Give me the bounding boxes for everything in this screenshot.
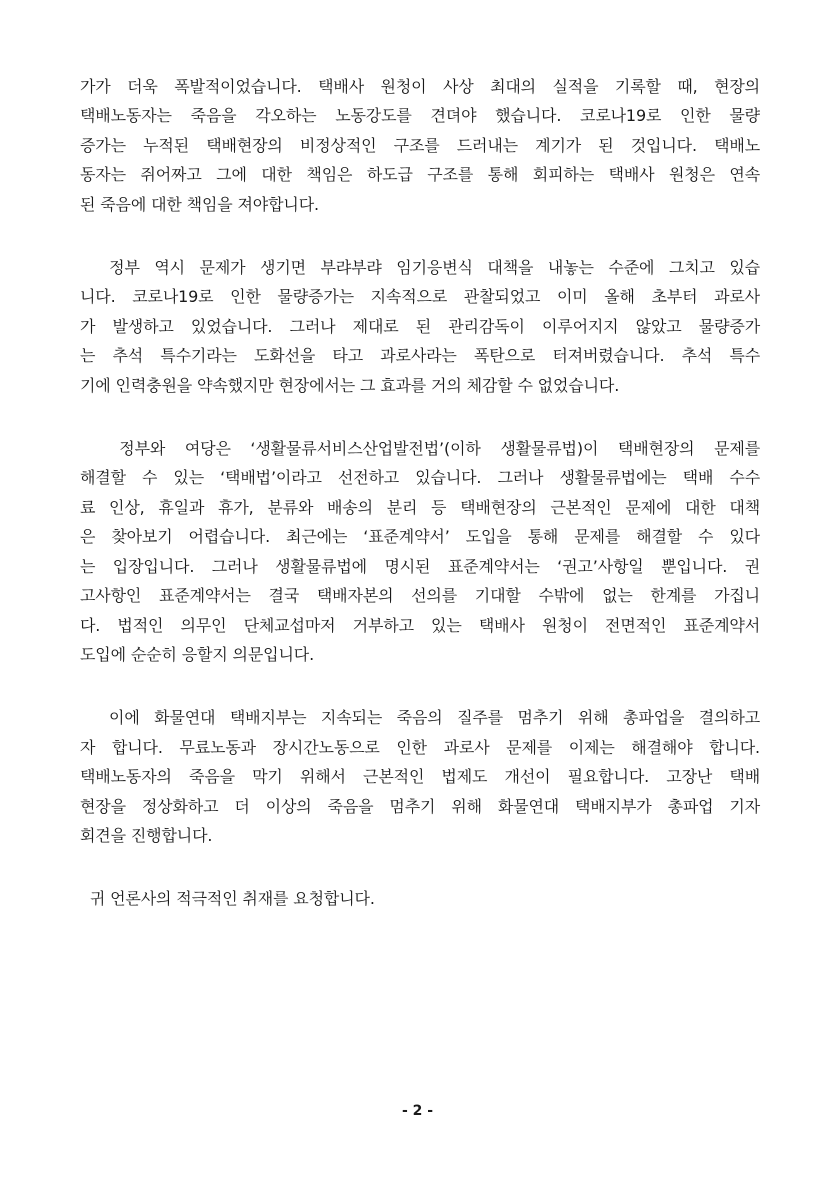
body-text — [80, 72, 760, 948]
text-line: 료 인상, 휴일과 휴가, 분류와 배송의 분리 등 택배현장의 근본적인 문제에 대한 대책 — [80, 497, 760, 517]
text-line: 고사항인 표준계약서는 결국 택배자본의 선의를 기대할 수밖에 없는 한계를 가집니 — [80, 586, 760, 606]
paragraph-1 — [80, 72, 760, 219]
text-line: 이에 화물연대 택배지부는 지속되는 죽음의 질주를 멈추기 위해 총파업을 결의하고 — [80, 708, 760, 728]
paragraph-5 — [80, 884, 760, 913]
text-line: 증가는 누적된 택배현장의 비정상적인 구조를 드러내는 계기가 된 것입니다. 택배노 — [80, 135, 760, 155]
text-line: 정부와 여당은 ‘생활물류서비스산업발전법’(이하 생활물류법)이 택배현장의 문제를 — [80, 439, 760, 459]
text-line: 다. 법적인 의무인 단체교섭마저 거부하고 있는 택배사 원청이 전면적인 표준계약서 — [80, 615, 760, 635]
text-line: 택배노동자의 죽음을 막기 위해서 근본적인 법제도 개선이 필요합니다. 고장난 택배 — [80, 767, 760, 787]
text-line: 는 입장입니다. 그러나 생활물류법에 명시된 표준계약서는 ‘권고’사항일 뿐입니다. 권 — [80, 556, 760, 576]
text-line: 은 찾아보기 어렵습니다. 최근에는 ‘표준계약서’ 도입을 통해 문제를 해결할 수 있다 — [80, 527, 760, 547]
paragraph-3 — [80, 434, 760, 669]
text-line: 니다. 코로나19로 인한 물량증가는 지속적으로 관찰되었고 이미 올해 초부터 과로사 — [80, 287, 760, 307]
text-line: 귀 언론사의 적극적인 취재를 요청합니다. — [80, 889, 375, 909]
page-number: - 2 - — [401, 1103, 434, 1119]
text-line: 기에 인력충원을 약속했지만 현장에서는 그 효과를 거의 체감할 수 없었습니다. — [80, 375, 620, 395]
text-line: 현장을 정상화하고 더 이상의 죽음을 멈추기 위해 화물연대 택배지부가 총파업 기자 — [80, 796, 760, 816]
text-line: 해결할 수 있는 ‘택배법’이라고 선전하고 있습니다. 그러나 생활물류법에는 택배 수수 — [80, 468, 760, 488]
text-line: 가가 더욱 폭발적이었습니다. 택배사 원청이 사상 최대의 실적을 기록할 때, 현장의 — [80, 77, 760, 96]
text-line: 도입에 순순히 응할지 의문입니다. — [80, 644, 315, 664]
text-line: 택배노동자는 죽음을 각오하는 노동강도를 견뎌야 했습니다. 코로나19로 인한 물량 — [80, 106, 760, 126]
text-line: 정부 역시 문제가 생기면 부랴부랴 임기응변식 대책을 내놓는 수준에 그치고 있습 — [80, 258, 760, 278]
text-line: 동자는 쥐어짜고 그에 대한 책임은 하도급 구조를 통해 회피하는 택배사 원청은 연속 — [80, 165, 760, 185]
paragraph-4 — [80, 703, 760, 850]
text-line: 회견을 진행합니다. — [80, 825, 213, 845]
paragraph-2 — [80, 253, 760, 400]
text-line: 가 발생하고 있었습니다. 그러나 제대로 된 관리감독이 이루어지지 않았고 물량증가 — [80, 316, 760, 336]
text-line: 자 합니다. 무료노동과 장시간노동으로 인한 과로사 문제를 이제는 해결해야 합니다. — [80, 737, 760, 757]
text-line: 는 추석 특수기라는 도화선을 타고 과로사라는 폭탄으로 터져버렸습니다. 추석 특수 — [80, 346, 760, 366]
text-line: 된 죽음에 대한 책임을 져야합니다. — [80, 194, 319, 214]
